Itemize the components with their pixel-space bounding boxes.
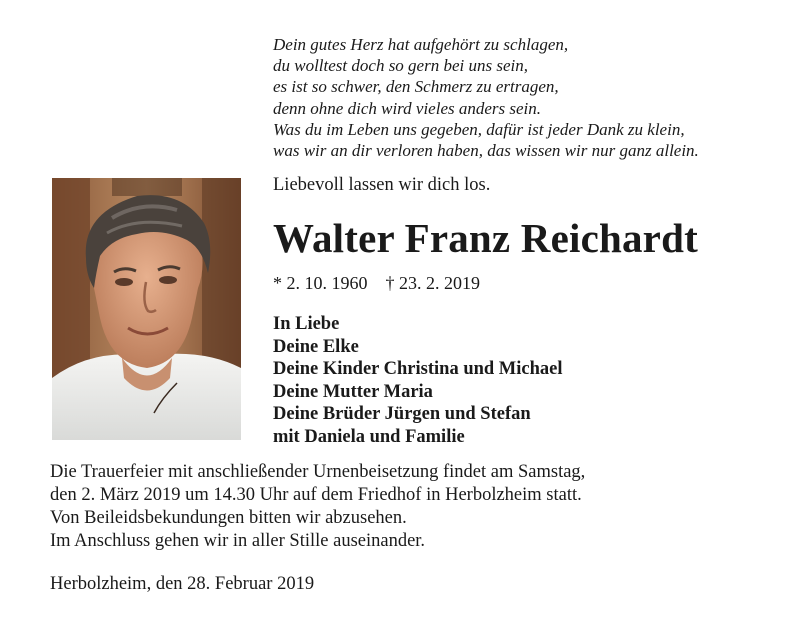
notice-line: Die Trauerfeier mit anschließender Urnenbeisetzung findet am Samstag, xyxy=(50,462,586,482)
mourners-list xyxy=(273,313,563,449)
notice-line: Von Beileidsbekundungen bitten wir abzusehen. xyxy=(50,508,407,528)
mourner-line: In Liebe xyxy=(273,314,340,334)
notice-line: den 2. März 2019 um 14.30 Uhr auf dem Friedhof in Herbolzheim statt. xyxy=(50,485,582,505)
portrait-illustration xyxy=(52,178,241,440)
poem-line: es ist so schwer, den Schmerz zu ertragen, xyxy=(273,77,559,97)
poem-line: Dein gutes Herz hat aufgehört zu schlagen, xyxy=(273,35,569,54)
deceased-name: Walter Franz Reichardt xyxy=(273,215,698,261)
mourner-line: mit Daniela und Familie xyxy=(273,426,465,447)
death-date: † 23. 2. 2019 xyxy=(385,273,480,293)
life-dates xyxy=(273,271,480,295)
mourner-line: Deine Mutter Maria xyxy=(273,381,433,402)
poem xyxy=(273,34,783,161)
birth-date: * 2. 10. 1960 xyxy=(273,273,368,293)
portrait-photo xyxy=(52,178,241,440)
funeral-notice xyxy=(50,461,750,553)
poem-line: denn ohne dich wird vieles anders sein. xyxy=(273,98,542,118)
intro-text: Liebevoll lassen wir dich los. xyxy=(273,175,491,195)
mourner-line: Deine Brüder Jürgen und Stefan xyxy=(273,404,531,425)
mourner-line: Deine Elke xyxy=(273,336,359,357)
place-and-date: Herbolzheim, den 28. Februar 2019 xyxy=(50,574,315,594)
poem-line: Was du im Leben uns gegeben, dafür ist jeder Dank zu klein, xyxy=(273,119,685,139)
poem-line: du wolltest doch so gern bei uns sein, xyxy=(273,56,528,76)
poem-line: was wir an dir verloren haben, das wissen wir nur ganz allein. xyxy=(273,141,699,161)
mourner-line: Deine Kinder Christina und Michael xyxy=(273,359,563,380)
notice-line: Im Anschluss gehen wir in aller Stille auseinander. xyxy=(50,531,426,551)
